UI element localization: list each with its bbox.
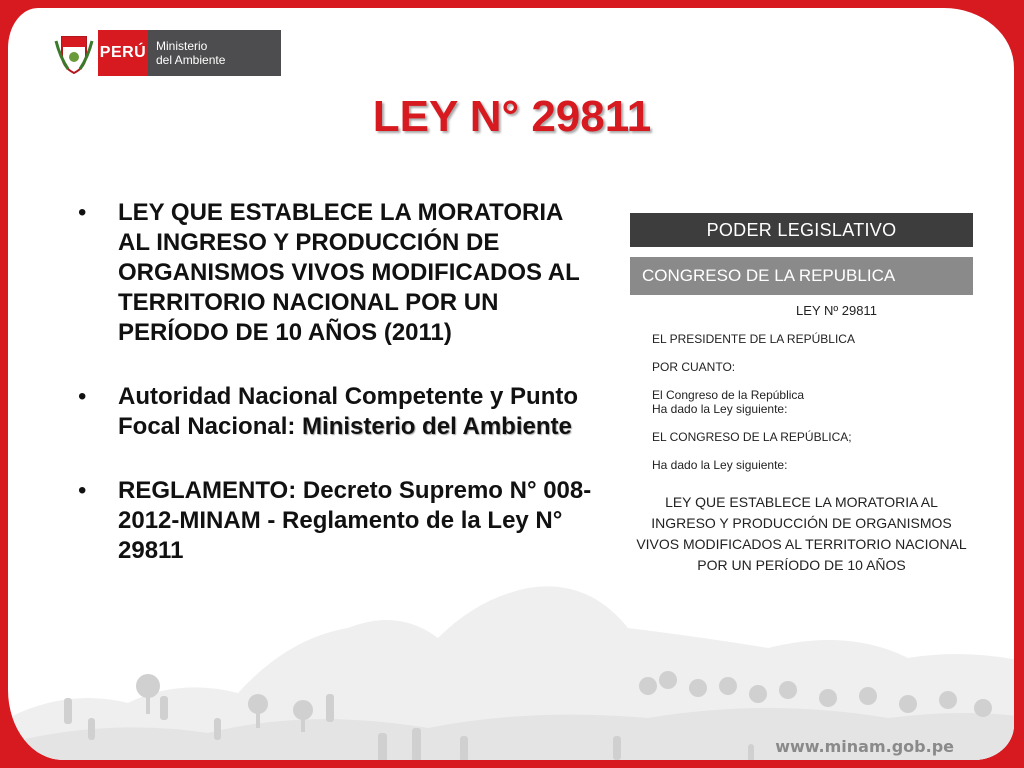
brand-ministry — [148, 30, 281, 76]
doc-line: POR CUANTO: — [652, 360, 736, 374]
bullet-item — [78, 476, 598, 566]
doc-law-title-line: VIVOS MODIFICADOS AL TERRITORIO NACIONAL — [636, 536, 967, 552]
doc-law-title-line: POR UN PERÍODO DE 10 AÑOS — [697, 557, 906, 573]
doc-law-title-line: LEY QUE ESTABLECE LA MORATORIA AL — [665, 494, 938, 510]
website-url: www.minam.gob.pe — [775, 737, 954, 756]
minam-logo — [54, 30, 281, 76]
page-title: LEY N° 29811 — [372, 92, 652, 141]
bullet-dot: • — [78, 477, 87, 504]
doc-law-title — [630, 492, 973, 576]
bullet-dot: • — [78, 199, 87, 226]
doc-line-b: Ha dado la Ley siguiente: — [652, 402, 788, 416]
bullet-text: REGLAMENTO: Decreto Supremo N° 008-2012-MINAM - Reglamento de la Ley N° 29811 — [118, 477, 592, 564]
doc-line-a: El Congreso de la República — [652, 388, 805, 402]
doc-branch-header: PODER LEGISLATIVO — [630, 213, 973, 247]
bullet-text: LEY QUE ESTABLECE LA MORATORIA AL INGRESO Y PRODUCCIÓN DE ORGANISMOS VIVOS MODIFICADOS AL TERRITORIO NACIONAL POR UN PERÍODO DE 10 AÑOS (2011) — [118, 199, 580, 346]
coat-of-arms-icon — [54, 31, 94, 75]
bullet-item — [78, 382, 598, 442]
brand-ministry-line1: Ministerio — [156, 39, 208, 53]
bullet-list — [78, 198, 598, 600]
law-document-excerpt — [630, 213, 973, 576]
bullet-item — [78, 198, 598, 348]
doc-body-header: CONGRESO DE LA REPUBLICA — [630, 257, 973, 295]
doc-line — [630, 388, 973, 416]
doc-law-number: LEY Nº 29811 — [796, 303, 877, 318]
doc-line: EL CONGRESO DE LA REPÚBLICA; — [652, 430, 852, 444]
doc-line: EL PRESIDENTE DE LA REPÚBLICA — [652, 332, 855, 346]
doc-law-title-line: INGRESO Y PRODUCCIÓN DE ORGANISMOS — [651, 515, 952, 531]
bullet-dot: • — [78, 383, 87, 410]
bullet-text-plain: Autoridad Nacional Competente y Punto Focal Nacional: — [118, 383, 579, 440]
brand-country: PERÚ — [98, 30, 148, 76]
bullet-text-emphasis: Ministerio del Ambiente — [302, 413, 572, 440]
doc-line: Ha dado la Ley siguiente: — [652, 458, 788, 472]
bullet-text — [118, 382, 598, 442]
brand-ministry-line2: del Ambiente — [156, 53, 226, 67]
